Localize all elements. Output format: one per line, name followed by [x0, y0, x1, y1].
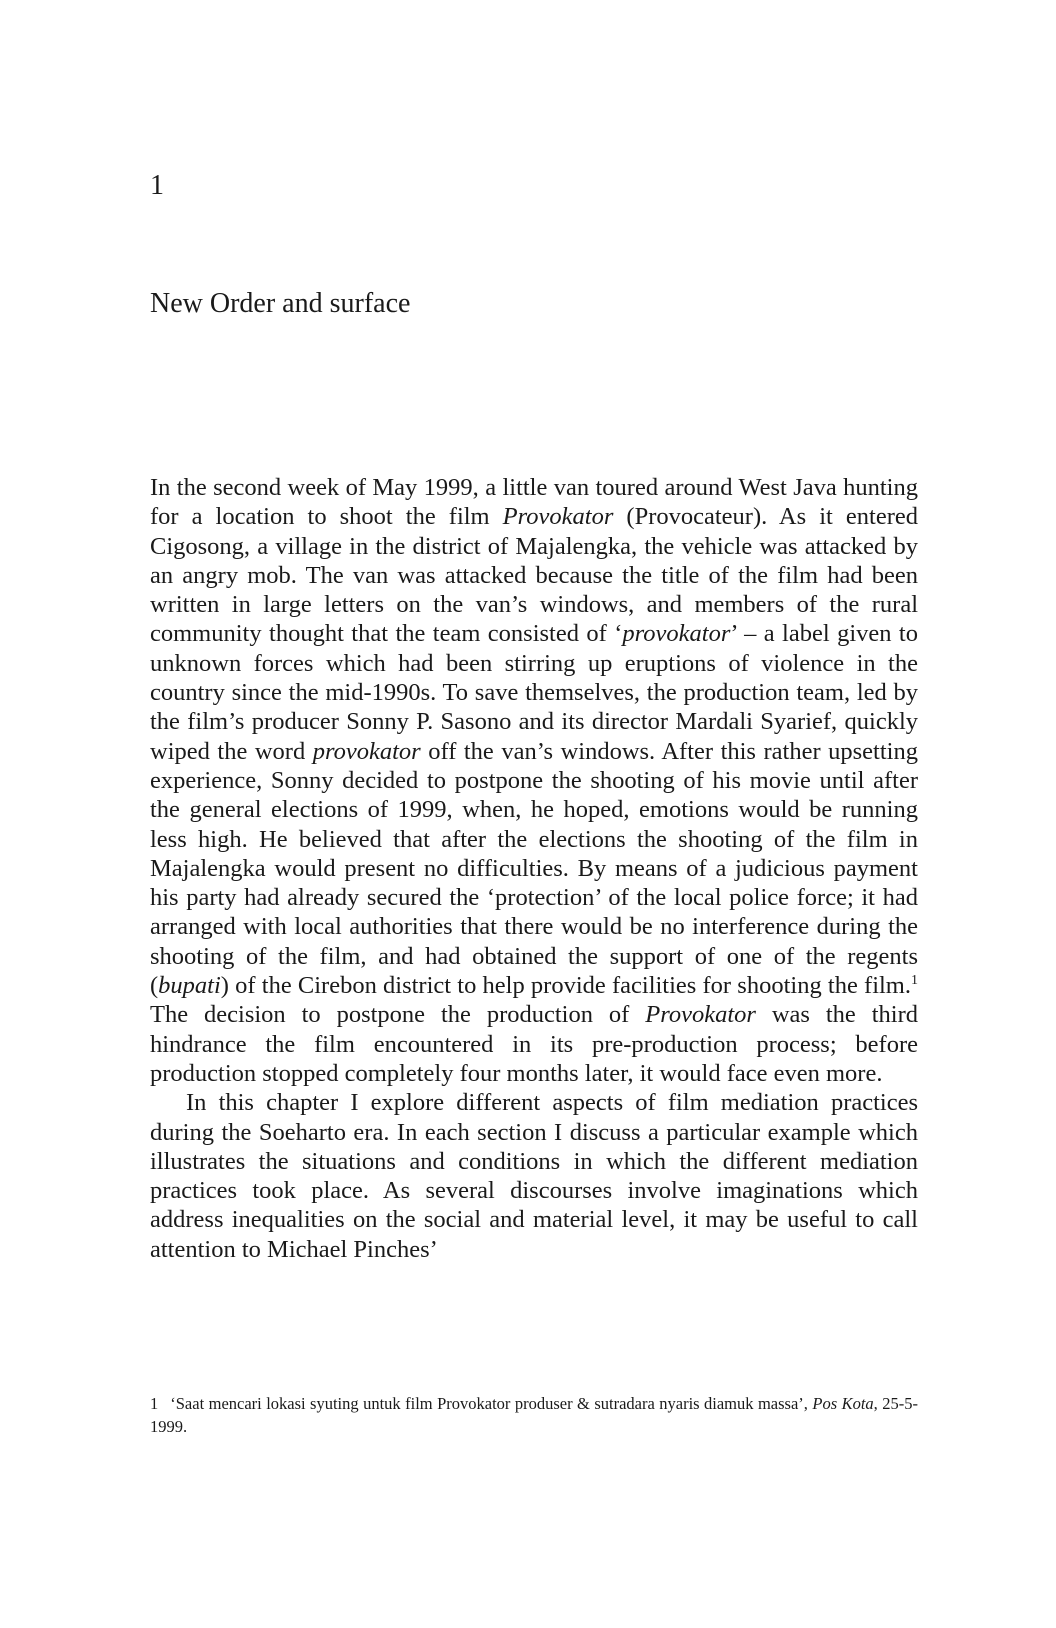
- paragraph-2: In this chapter I explore different aspects of film mediation practices during the Soeharto era. In each section I discuss a particular example which illustrates the situations and conditions in which the different mediation practices took place. As several discourses involve imaginations which address inequalities on the social and material level, it may be useful to call attention to Michael Pinches’: [150, 1089, 918, 1263]
- chapter-title: New Order and surface: [150, 288, 411, 319]
- chapter-number: 1: [150, 170, 164, 201]
- p1-text-c: ’ – a label given to unknown forces which had been stirring up eruptions of violence in the country since the mid-1990s. To save themselves, the production team, led by the film’s producer Sonny P. Sasono and its director Mardali Syarief, quickly wiped the word: [150, 620, 918, 765]
- p1-text-f: The decision to postpone the production of: [150, 1001, 646, 1029]
- footnote-text-b: , 25-5-1999.: [150, 1394, 918, 1436]
- term-italic: provokator: [312, 737, 421, 765]
- footnotes: [150, 1392, 918, 1438]
- footnote-reference: 1: [911, 972, 918, 988]
- term-italic: provokator: [622, 620, 731, 648]
- p1-text-b: (Provocateur). As it entered Cigosong, a village in the district of Majalengka, the vehicle was attacked by an angry mob. The van was attacked because the title of the film had been written in large letters on the van’s windows, and members of the rural community thought that the team consisted of ‘: [150, 503, 918, 648]
- p1-text-g: was the third hindrance the film encountered in its pre-production process; before production stopped completely four months later, it would face even more.: [150, 1001, 919, 1087]
- footnote-source-italic: Pos Kota: [812, 1394, 874, 1413]
- body-text: [150, 473, 918, 1264]
- film-title-italic: Provokator: [502, 503, 614, 531]
- footnote-text-a: ‘Saat mencari lokasi syuting untuk film Provokator produser & sutradara nyaris diamuk massa’,: [170, 1394, 813, 1413]
- footnote-number: 1: [150, 1394, 159, 1413]
- paragraph-1: [150, 473, 918, 1088]
- p1-text-e: ) of the Cirebon district to help provide facilities for shooting the film.: [220, 972, 911, 1000]
- p1-text-a: In the second week of May 1999, a little van toured around West Java hunting for a location to shoot the film: [150, 474, 918, 531]
- term-italic: bupati: [158, 972, 221, 1000]
- p1-text-d: off the van’s windows. After this rather upsetting experience, Sonny decided to postpone the shooting of his movie until after the general elections of 1999, when, he hoped, emotions would be running less high. He believed that after the elections the shooting of the film in Majalengka would present no difficulties. By means of a judicious payment his party had already secured the ‘protection’ of the local police force; it had arranged with local authorities that there would be no interference during the shooting of the film, and had obtained the support of one of the regents (: [150, 737, 918, 1000]
- footnote: [150, 1392, 918, 1438]
- film-title-italic: Provokator: [645, 1001, 756, 1029]
